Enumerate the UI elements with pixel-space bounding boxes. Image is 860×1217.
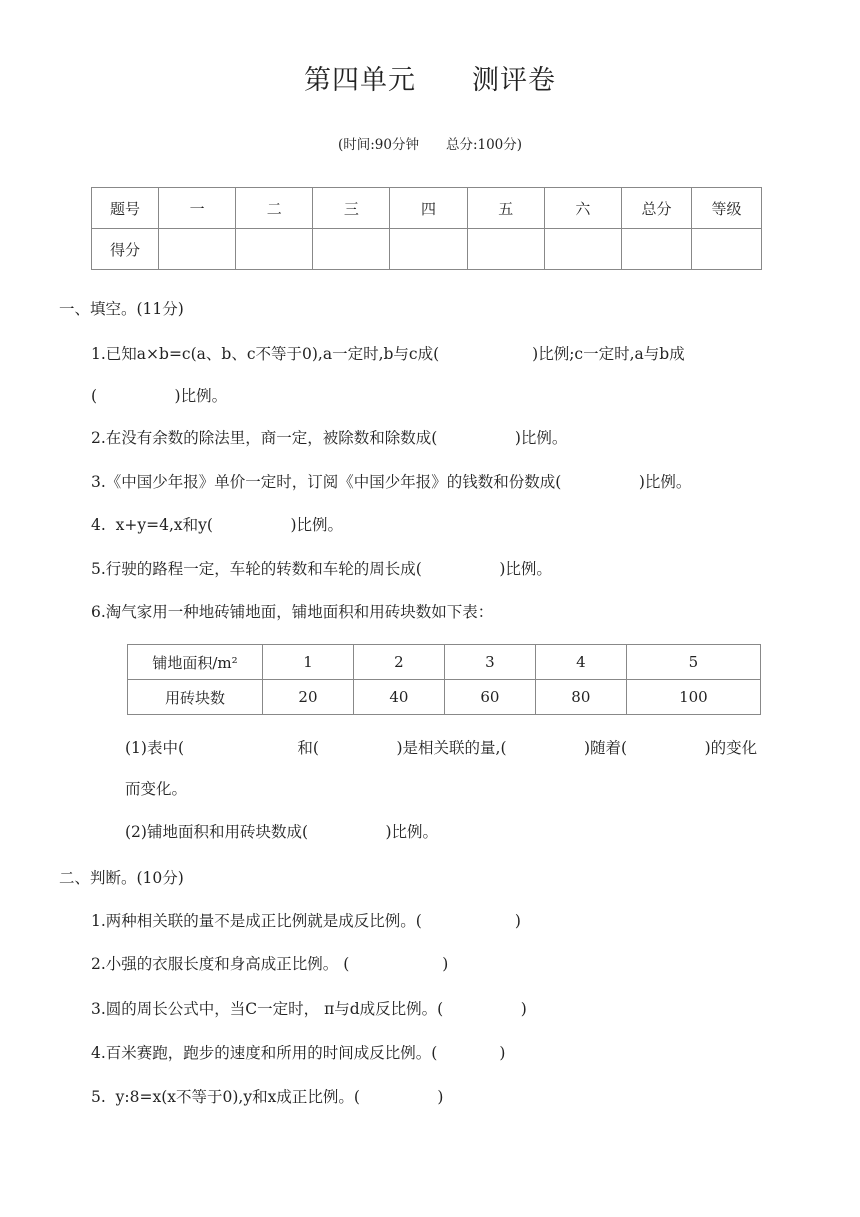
judgement-5: 5. y:8=x(x不等于0),y和x成正比例。( ) [91, 1088, 444, 1106]
table-header-cell: 题号 [92, 188, 159, 229]
table-header-cell: 六 [544, 188, 621, 229]
question-5: 5.行驶的路程一定，车轮的转数和车轮的周长成( )比例。 [91, 560, 552, 578]
question-1-line-1: 1.已知a×b=c(a、b、c不等于0),a一定时,b与c成( )比例;c一定时,a与b成 [91, 345, 685, 363]
score-cell[interactable] [159, 229, 236, 270]
tile-table [127, 644, 761, 715]
table-row-label: 得分 [92, 229, 159, 270]
table-row-label: 铺地面积/m² [128, 645, 263, 680]
table-cell: 4 [535, 645, 626, 680]
judgement-1: 1.两种相关联的量不是成正比例就是成反比例。( ) [91, 912, 521, 930]
score-cell[interactable] [544, 229, 621, 270]
table-header-cell: 五 [467, 188, 544, 229]
question-6-sub-1-line-2: 而变化。 [125, 780, 188, 798]
table-cell: 2 [353, 645, 444, 680]
table-cell: 1 [263, 645, 354, 680]
table-header-cell: 总分 [622, 188, 692, 229]
score-cell[interactable] [622, 229, 692, 270]
judgement-3: 3.圆的周长公式中，当C一定时， π与d成反比例。( ) [91, 1000, 527, 1018]
score-cell[interactable] [692, 229, 762, 270]
exam-info: (时间:90分钟 总分:100分) [337, 137, 523, 153]
score-cell[interactable] [236, 229, 313, 270]
score-table [91, 187, 762, 270]
table-header-cell: 二 [236, 188, 313, 229]
score-cell[interactable] [390, 229, 467, 270]
table-cell: 60 [444, 680, 535, 715]
table-cell: 3 [444, 645, 535, 680]
page-title: 第四单元 测评卷 [304, 65, 556, 96]
question-6: 6.淘气家用一种地砖铺地面，铺地面积和用砖块数如下表： [91, 603, 494, 621]
table-row [128, 645, 761, 680]
table-cell: 80 [535, 680, 626, 715]
table-header-cell: 三 [313, 188, 390, 229]
question-6-sub-1-line-1: (1)表中( 和( )是相关联的量,( )随着( )的变化 [125, 739, 758, 757]
table-row [92, 188, 762, 229]
table-cell: 100 [626, 680, 760, 715]
question-1-line-2: ( )比例。 [91, 387, 228, 405]
table-cell: 20 [263, 680, 354, 715]
table-cell: 5 [626, 645, 760, 680]
table-cell: 40 [353, 680, 444, 715]
section-heading-fill-in: 一、填空。(11分) [59, 300, 184, 318]
section-heading-judgement: 二、判断。(10分) [59, 869, 184, 887]
score-cell[interactable] [467, 229, 544, 270]
table-header-cell: 一 [159, 188, 236, 229]
score-cell[interactable] [313, 229, 390, 270]
question-4: 4. x+y=4,x和y( )比例。 [91, 516, 343, 534]
question-3: 3.《中国少年报》单价一定时，订阅《中国少年报》的钱数和份数成( )比例。 [91, 473, 692, 491]
question-2: 2.在没有余数的除法里，商一定，被除数和除数成( )比例。 [91, 429, 568, 447]
judgement-2: 2.小强的衣服长度和身高成正比例。 ( ) [91, 955, 449, 973]
question-6-sub-2: (2)铺地面积和用砖块数成( )比例。 [125, 823, 439, 841]
table-row [92, 229, 762, 270]
table-header-cell: 四 [390, 188, 467, 229]
table-row [128, 680, 761, 715]
table-header-cell: 等级 [692, 188, 762, 229]
judgement-4: 4.百米赛跑，跑步的速度和所用的时间成反比例。( ) [91, 1044, 506, 1062]
table-row-label: 用砖块数 [128, 680, 263, 715]
